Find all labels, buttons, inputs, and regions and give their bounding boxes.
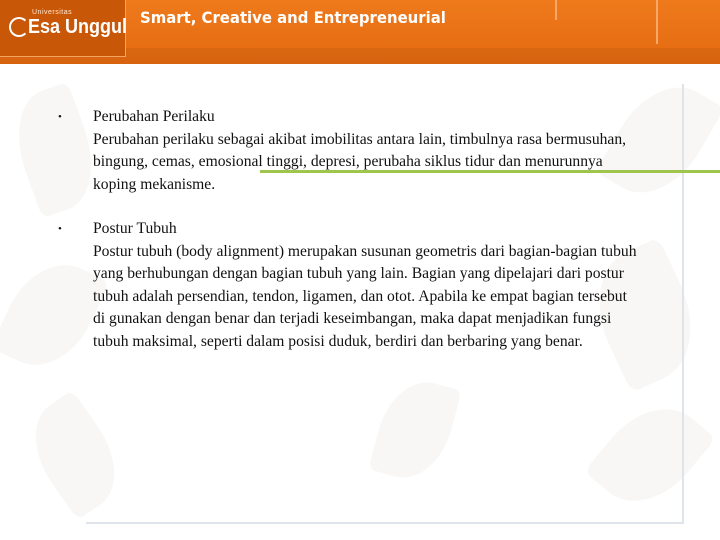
logo-subtitle: Universitas — [32, 9, 73, 16]
header-tagline: Smart, Creative and Entrepreneurial — [140, 8, 446, 27]
bullet-title: Postur Tubuh — [93, 220, 177, 237]
slide-content — [58, 106, 638, 353]
logo-text: Esa Unggul — [28, 16, 128, 38]
bullet-text: Perubahan perilaku sebagai akibat imobilitas antara lain, timbulnya rasa bermusuhan, bingung, cemas, emosional tinggi, depresi, perubaha siklus tidur dan menurunnya koping mekanisme. — [93, 130, 627, 193]
bullet-marker: • — [58, 223, 62, 235]
logo-emblem-icon — [9, 17, 29, 37]
header-divider — [656, 0, 658, 44]
bullet-body — [93, 106, 638, 196]
bullet-title: Perubahan Perilaku — [93, 108, 215, 125]
bullet-marker: • — [58, 111, 62, 123]
bullet-item — [58, 218, 638, 353]
bullet-item — [58, 106, 638, 196]
bullet-text: Postur tubuh (body alignment) merupakan susunan geometris dari bagian-bagian tubuh yang berhubungan dengan bagian tubuh yang lain. Bagian yang dipelajari dari postur tubuh adalah persendian, tendon, ligamen, dan otot. Apabila ke empat bagian tersebut di gunakan dengan benar dan terjadi keseimbangan, maka dapat menjadikan fungsi tubuh maksimal, seperti dalam posisi duduk, berdiri dan berbaring yang benar. — [93, 242, 637, 350]
logo — [0, 0, 126, 57]
bullet-body — [93, 218, 638, 353]
header-banner — [0, 0, 720, 64]
header-divider — [555, 0, 557, 20]
